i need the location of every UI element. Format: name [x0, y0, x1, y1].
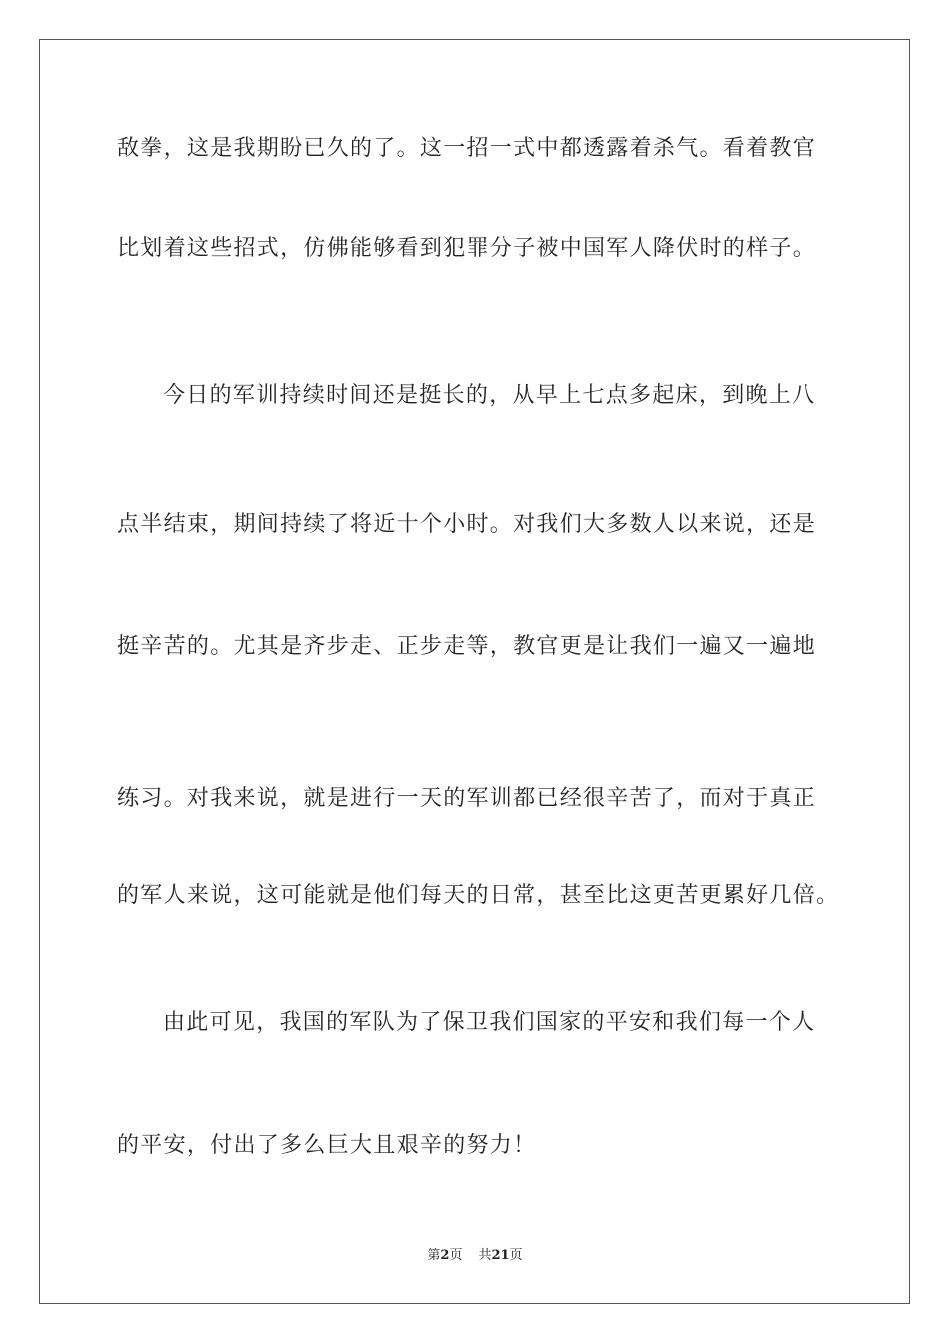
text-line: 挺辛苦的。尤其是齐步走、正步走等，教官更是让我们一遍又一遍地: [117, 634, 817, 659]
text-line: 的军人来说，这可能就是他们每天的日常，甚至比这更苦更累好几倍。: [117, 883, 840, 908]
paragraph-start-line: 由此可见，我国的军队为了保卫我们国家的平安和我们每一个人: [163, 1010, 816, 1035]
paragraph-start-line: 今日的军训持续时间还是挺长的，从早上七点多起床，到晚上八: [163, 383, 816, 408]
text-line: 点半结束，期间持续了将近十个小时。对我们大多数人以来说，还是: [117, 512, 817, 537]
text-line: 比划着这些招式，仿佛能够看到犯罪分子被中国军人降伏时的样子。: [117, 236, 817, 261]
text-line: 的平安，付出了多么巨大且艰辛的努力！: [117, 1133, 537, 1158]
total-prefix: 共: [478, 1248, 492, 1263]
text-line: 敌拳，这是我期盼已久的了。这一招一式中都透露着杀气。看着教官: [117, 136, 817, 161]
page-prefix: 第: [427, 1248, 441, 1263]
page-border: [39, 39, 910, 1304]
page-footer: [0, 1247, 950, 1265]
text-line: 练习。对我来说，就是进行一天的军训都已经很辛苦了，而对于真正: [117, 786, 817, 811]
page-suffix: 页: [449, 1248, 463, 1263]
total-suffix: 页: [509, 1248, 523, 1263]
page-number: 2: [440, 1248, 450, 1263]
total-pages: 21: [491, 1248, 510, 1263]
